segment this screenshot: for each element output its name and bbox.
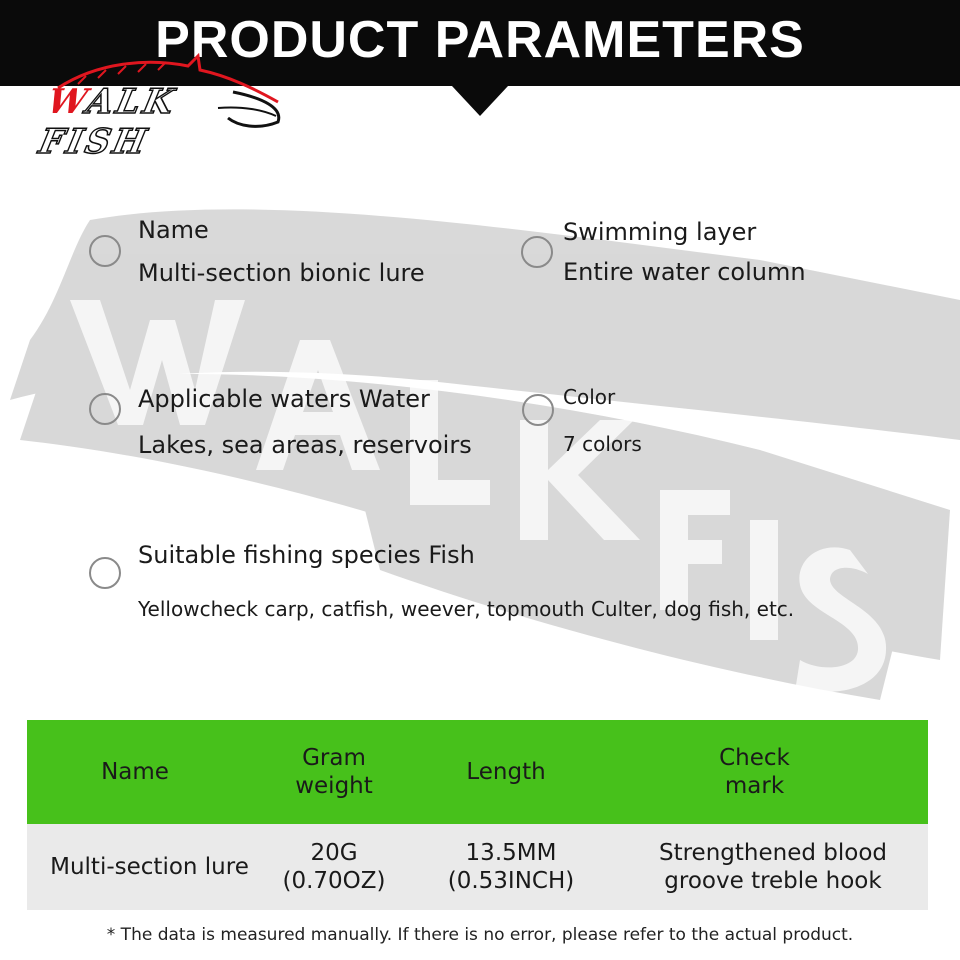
header-cell-weight: Gram weight bbox=[295, 745, 373, 799]
param-name-value: Multi-section bionic lure bbox=[138, 259, 425, 287]
table-row bbox=[27, 824, 928, 910]
radio-circle-icon bbox=[89, 557, 121, 589]
header-cell-length: Length bbox=[466, 759, 546, 785]
param-applicable-waters-label: Applicable waters Water bbox=[138, 385, 430, 413]
row-cell-weight: 20G (0.70OZ) bbox=[282, 840, 386, 894]
row-cell-name: Multi-section lure bbox=[50, 854, 249, 880]
brand-logo bbox=[35, 52, 288, 162]
radio-circle-icon bbox=[522, 394, 554, 426]
row-cell-length: 13.5MM (0.53INCH) bbox=[447, 840, 575, 894]
param-swimming-layer-label: Swimming layer bbox=[563, 218, 757, 246]
header-cell-check-mark: Check mark bbox=[719, 745, 790, 799]
param-color-label: Color bbox=[563, 385, 616, 409]
radio-circle-icon bbox=[89, 393, 121, 425]
footnote: * The data is measured manually. If there is no error, please refer to the actual product. bbox=[106, 925, 854, 945]
param-color-value: 7 colors bbox=[563, 432, 642, 456]
param-species-label: Suitable fishing species Fish bbox=[138, 541, 475, 569]
logo-text: WALK FISH bbox=[35, 82, 181, 162]
header-notch bbox=[452, 86, 508, 116]
spec-table bbox=[27, 720, 928, 910]
radio-circle-icon bbox=[89, 235, 121, 267]
param-swimming-layer-value: Entire water column bbox=[563, 258, 806, 286]
radio-circle-icon bbox=[521, 236, 553, 268]
table-header-row bbox=[27, 720, 928, 824]
param-name-label: Name bbox=[138, 216, 209, 244]
param-species-value: Yellowcheck carp, catfish, weever, topmouth Culter, dog fish, etc. bbox=[138, 597, 795, 621]
page-title: PRODUCT PARAMETERS bbox=[155, 11, 805, 69]
header-cell-name: Name bbox=[101, 759, 169, 785]
row-cell-check-mark: Strengthened blood groove treble hook bbox=[658, 840, 887, 894]
param-applicable-waters-value: Lakes, sea areas, reservoirs bbox=[138, 431, 472, 459]
